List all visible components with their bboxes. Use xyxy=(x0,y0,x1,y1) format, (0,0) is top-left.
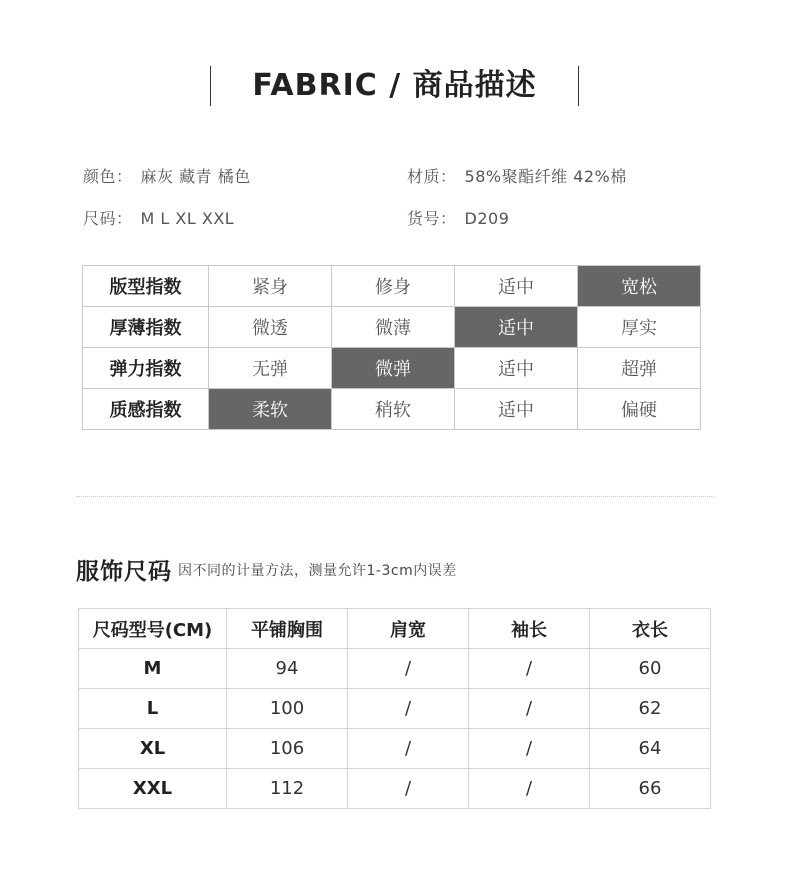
index-row-label: 厚薄指数 xyxy=(83,307,209,348)
size-table-row xyxy=(79,729,711,769)
info-item-no-label: 货号： xyxy=(407,209,457,228)
index-option: 微薄 xyxy=(332,307,455,348)
info-size-value: M L XL XXL xyxy=(140,209,235,228)
index-option: 厚实 xyxy=(578,307,701,348)
index-row-thickness xyxy=(83,307,701,348)
index-option: 适中 xyxy=(455,389,578,430)
index-option: 柔软 xyxy=(209,389,332,430)
info-material xyxy=(407,164,627,187)
page-title: FABRIC / 商品描述 xyxy=(252,68,537,103)
size-table xyxy=(78,608,711,809)
index-option: 偏硬 xyxy=(578,389,701,430)
size-table-cell: 62 xyxy=(590,689,711,729)
index-option: 稍软 xyxy=(332,389,455,430)
size-table-header-row xyxy=(79,609,711,649)
size-table-header: 尺码型号(CM) xyxy=(79,609,227,649)
size-section-heading xyxy=(76,553,457,586)
index-option: 无弹 xyxy=(209,348,332,389)
info-item-no-value: D209 xyxy=(464,209,510,228)
index-option: 修身 xyxy=(332,266,455,307)
index-option: 适中 xyxy=(455,266,578,307)
size-table-row xyxy=(79,769,711,809)
info-material-label: 材质： xyxy=(407,167,457,186)
index-row-label: 弹力指数 xyxy=(83,348,209,389)
size-table-header: 衣长 xyxy=(590,609,711,649)
info-color-label: 颜色： xyxy=(83,167,133,186)
size-table-cell: 64 xyxy=(590,729,711,769)
index-option: 宽松 xyxy=(578,266,701,307)
info-size-label: 尺码： xyxy=(83,209,133,228)
info-material-value: 58%聚酯纤维 42%棉 xyxy=(464,167,627,186)
size-section-title: 服饰尺码 xyxy=(76,559,172,585)
index-table xyxy=(82,265,701,430)
size-table-cell: 106 xyxy=(227,729,348,769)
size-table-row xyxy=(79,649,711,689)
size-table-cell: / xyxy=(348,649,469,689)
index-row-label: 质感指数 xyxy=(83,389,209,430)
size-table-cell: L xyxy=(79,689,227,729)
size-table-cell: / xyxy=(348,769,469,809)
size-table-cell: / xyxy=(469,689,590,729)
size-table-cell: / xyxy=(469,649,590,689)
section-header xyxy=(0,66,790,106)
size-section-note: 因不同的计量方法，测量允许1-3cm内误差 xyxy=(178,562,457,579)
index-option: 超弹 xyxy=(578,348,701,389)
index-row-texture xyxy=(83,389,701,430)
index-row-label: 版型指数 xyxy=(83,266,209,307)
index-option: 紧身 xyxy=(209,266,332,307)
size-table-cell: XL xyxy=(79,729,227,769)
index-row-fit xyxy=(83,266,701,307)
size-table-cell: M xyxy=(79,649,227,689)
size-table-cell: 66 xyxy=(590,769,711,809)
size-table-cell: XXL xyxy=(79,769,227,809)
size-table-cell: 112 xyxy=(227,769,348,809)
info-color-value: 麻灰 藏青 橘色 xyxy=(140,167,251,186)
size-table-header: 袖长 xyxy=(469,609,590,649)
index-option: 微弹 xyxy=(332,348,455,389)
index-row-elasticity xyxy=(83,348,701,389)
size-table-cell: / xyxy=(469,769,590,809)
index-option: 微透 xyxy=(209,307,332,348)
header-right-bar xyxy=(578,66,579,106)
size-table-header: 平铺胸围 xyxy=(227,609,348,649)
info-color xyxy=(83,164,251,187)
size-table-row xyxy=(79,689,711,729)
size-table-cell: 94 xyxy=(227,649,348,689)
info-item-no xyxy=(407,206,509,229)
size-table-cell: / xyxy=(348,729,469,769)
info-size xyxy=(83,206,234,229)
section-divider xyxy=(76,496,714,497)
size-table-cell: / xyxy=(469,729,590,769)
size-table-cell: / xyxy=(348,689,469,729)
size-table-cell: 60 xyxy=(590,649,711,689)
index-option: 适中 xyxy=(455,348,578,389)
size-table-cell: 100 xyxy=(227,689,348,729)
size-table-header: 肩宽 xyxy=(348,609,469,649)
index-option: 适中 xyxy=(455,307,578,348)
